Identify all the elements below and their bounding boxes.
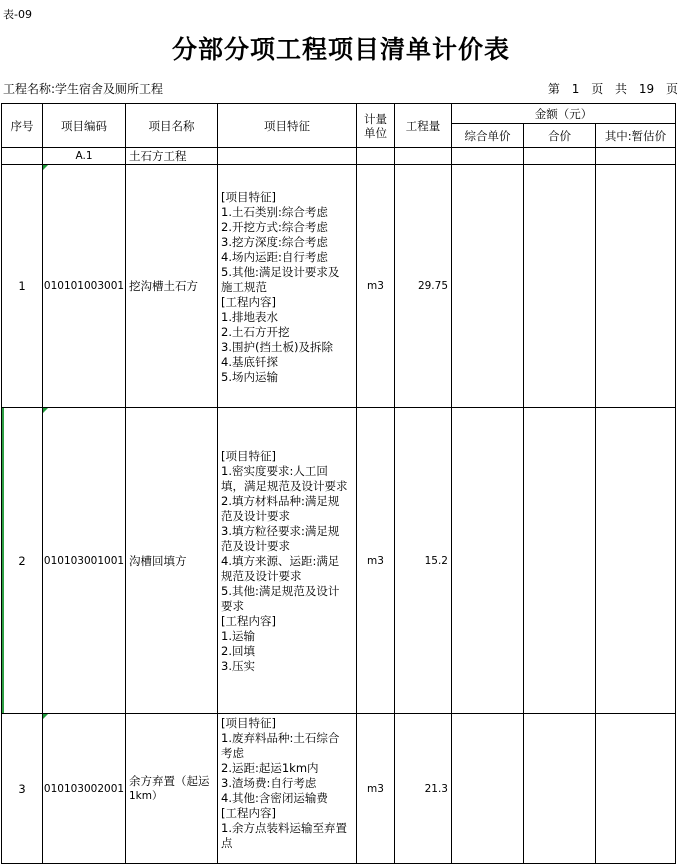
row-unit: m3 bbox=[357, 714, 395, 864]
row-unit-price bbox=[452, 165, 524, 408]
project-label: 工程名称: bbox=[3, 82, 56, 96]
page-prefix: 第 bbox=[547, 82, 560, 96]
row-total-price bbox=[524, 714, 596, 864]
row-unit-price bbox=[452, 408, 524, 714]
header-unit-price: 综合单价 bbox=[452, 124, 524, 148]
row-name: 余方弃置（起运 1km） bbox=[126, 714, 218, 864]
header-amount: 金额（元） bbox=[452, 104, 676, 124]
project-value: 学生宿舍及厕所工程 bbox=[55, 82, 164, 96]
row-features: [项目特征] 1.废弃料品种:土石综合 考虑 2.运距:起运1km内 3.渣场费:自行考虑 4.其他:含密闭运输费 [工程内容] 1.余方点装料运输至弃置 点 bbox=[218, 714, 357, 864]
header-provisional: 其中:暂估价 bbox=[596, 124, 676, 148]
row-code: 010103001001 bbox=[43, 408, 126, 714]
row-total-price bbox=[524, 165, 596, 408]
page-total: 19 bbox=[638, 82, 655, 96]
page-total-prefix: 共 bbox=[615, 82, 628, 96]
row-code: 010103002001 bbox=[43, 714, 126, 864]
row-unit: m3 bbox=[357, 165, 395, 408]
row-code: 010101003001 bbox=[43, 165, 126, 408]
row-provisional bbox=[596, 714, 676, 864]
row-total-price bbox=[524, 408, 596, 714]
row-qty: 15.2 bbox=[395, 408, 452, 714]
header-name: 项目名称 bbox=[126, 104, 218, 148]
row-qty: 21.3 bbox=[395, 714, 452, 864]
table-row bbox=[2, 408, 676, 714]
bill-table bbox=[1, 103, 676, 864]
row-features: [项目特征] 1.土石类别:综合考虑 2.开挖方式:综合考虑 3.挖方深度:综合考虑 4.场内运距:自行考虑 5.其他:满足设计要求及 施工规范 [工程内容] 1.排地表水 2.土石方开挖 3.围护(挡土板)及拆除 4.基底钎探 5.场内运输 bbox=[218, 165, 357, 408]
row-seq: 3 bbox=[2, 714, 43, 864]
row-seq: 2 bbox=[2, 408, 43, 714]
row-name: 沟槽回填方 bbox=[126, 408, 218, 714]
header-row bbox=[2, 104, 676, 124]
form-code: 表-09 bbox=[3, 8, 32, 21]
table-row bbox=[2, 714, 676, 864]
table-row bbox=[2, 165, 676, 408]
section-code: A.1 bbox=[43, 148, 126, 165]
page-current: 1 bbox=[571, 82, 580, 96]
row-provisional bbox=[596, 165, 676, 408]
section-name: 土石方工程 bbox=[126, 148, 218, 165]
section-row bbox=[2, 148, 676, 165]
row-name: 挖沟槽土石方 bbox=[126, 165, 218, 408]
row-features: [项目特征] 1.密实度要求:人工回 填，满足规范及设计要求 2.填方材料品种:满足规 范及设计要求 3.填方粒径要求:满足规 范及设计要求 4.填方来源、运距:满足 规范及设计要求 5.其他:满足规范及设计 要求 [工程内容] 1.运输 2.回填 3.压实 bbox=[218, 408, 357, 714]
row-seq: 1 bbox=[2, 165, 43, 408]
page-info bbox=[540, 80, 678, 97]
row-provisional bbox=[596, 408, 676, 714]
page-title: 分部分项工程项目清单计价表 bbox=[171, 35, 510, 64]
row-qty: 29.75 bbox=[395, 165, 452, 408]
project-name bbox=[3, 80, 163, 97]
page-mid: 页 bbox=[591, 82, 604, 96]
page-suffix: 页 bbox=[665, 82, 678, 96]
header-features: 项目特征 bbox=[218, 104, 357, 148]
header-unit: 计量单位 bbox=[357, 104, 395, 148]
section-seq bbox=[2, 148, 43, 165]
row-unit: m3 bbox=[357, 408, 395, 714]
header-seq: 序号 bbox=[2, 104, 43, 148]
header-code: 项目编码 bbox=[43, 104, 126, 148]
header-qty: 工程量 bbox=[395, 104, 452, 148]
row-unit-price bbox=[452, 714, 524, 864]
header-total-price: 合价 bbox=[524, 124, 596, 148]
